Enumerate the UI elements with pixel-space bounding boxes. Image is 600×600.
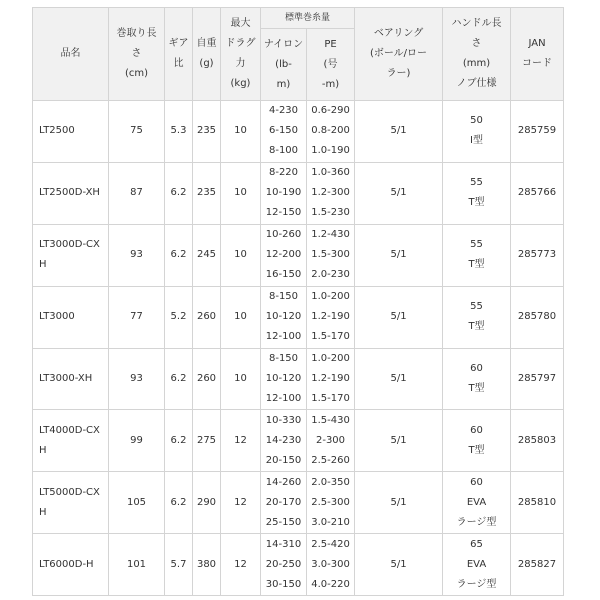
table-row [33,410,564,472]
cell-gear: 6.2 [165,472,193,534]
cell-bearing: 5/1 [355,286,443,348]
cell-weight: 235 [193,162,221,224]
cell-nylon: 8-150 10-120 12-100 [261,348,307,410]
cell-spool: 77 [109,286,165,348]
cell-gear: 5.7 [165,534,193,596]
cell-nylon: 8-220 10-190 12-150 [261,162,307,224]
cell-pe: 2.0-350 2.5-300 3.0-210 [307,472,355,534]
table-row [33,286,564,348]
cell-jan: 285759 [511,101,564,163]
cell-jan: 285810 [511,472,564,534]
table-header [33,8,564,101]
table-row [33,348,564,410]
cell-weight: 260 [193,286,221,348]
cell-drag: 10 [221,162,261,224]
table-row [33,101,564,163]
cell-nylon: 8-150 10-120 12-100 [261,286,307,348]
cell-name: LT3000-XH [33,348,109,410]
cell-spool: 99 [109,410,165,472]
cell-weight: 245 [193,224,221,286]
cell-gear: 6.2 [165,162,193,224]
cell-handle: 60 EVA ラージ型 [443,472,511,534]
cell-pe: 0.6-290 0.8-200 1.0-190 [307,101,355,163]
cell-jan: 285827 [511,534,564,596]
header-handle: ハンドル長 さ (mm) ノブ仕様 [443,8,511,101]
cell-drag: 10 [221,224,261,286]
cell-bearing: 5/1 [355,348,443,410]
cell-drag: 10 [221,286,261,348]
cell-name: LT2500D-XH [33,162,109,224]
cell-gear: 6.2 [165,348,193,410]
table-row [33,534,564,596]
cell-weight: 260 [193,348,221,410]
header-line-capacity: 標準巻糸量 [261,8,355,29]
cell-nylon: 10-260 12-200 16-150 [261,224,307,286]
header-pe: PE (号 -m) [307,29,355,101]
cell-bearing: 5/1 [355,472,443,534]
cell-spool: 105 [109,472,165,534]
cell-jan: 285766 [511,162,564,224]
cell-bearing: 5/1 [355,410,443,472]
cell-jan: 285773 [511,224,564,286]
cell-jan: 285803 [511,410,564,472]
header-nylon: ナイロン (lb- m) [261,29,307,101]
table-body [33,101,564,596]
header-gear-ratio: ギア比 [165,8,193,101]
cell-gear: 5.3 [165,101,193,163]
header-max-drag: 最大 ドラグ 力 (kg) [221,8,261,101]
cell-name: LT3000 [33,286,109,348]
cell-handle: 55 T型 [443,286,511,348]
cell-nylon: 14-260 20-170 25-150 [261,472,307,534]
cell-spool: 93 [109,224,165,286]
cell-bearing: 5/1 [355,224,443,286]
cell-gear: 6.2 [165,410,193,472]
cell-name: LT4000D-CXH [33,410,109,472]
cell-nylon: 4-230 6-150 8-100 [261,101,307,163]
cell-name: LT2500 [33,101,109,163]
cell-jan: 285797 [511,348,564,410]
cell-spool: 87 [109,162,165,224]
cell-drag: 12 [221,472,261,534]
cell-nylon: 10-330 14-230 20-150 [261,410,307,472]
cell-drag: 10 [221,348,261,410]
cell-pe: 1.5-430 2-300 2.5-260 [307,410,355,472]
cell-handle: 55 T型 [443,224,511,286]
cell-pe: 1.0-360 1.2-300 1.5-230 [307,162,355,224]
cell-spool: 101 [109,534,165,596]
header-weight: 自重 (g) [193,8,221,101]
cell-bearing: 5/1 [355,162,443,224]
cell-handle: 60 T型 [443,348,511,410]
cell-jan: 285780 [511,286,564,348]
table-row [33,162,564,224]
cell-weight: 235 [193,101,221,163]
cell-name: LT5000D-CXH [33,472,109,534]
cell-handle: 60 T型 [443,410,511,472]
table-row [33,472,564,534]
cell-drag: 12 [221,534,261,596]
cell-name: LT3000D-CXH [33,224,109,286]
cell-gear: 5.2 [165,286,193,348]
cell-pe: 1.2-430 1.5-300 2.0-230 [307,224,355,286]
header-bearing: ベアリング (ボール/ロー ラー) [355,8,443,101]
cell-gear: 6.2 [165,224,193,286]
cell-pe: 1.0-200 1.2-190 1.5-170 [307,286,355,348]
header-jan: JAN コード [511,8,564,101]
table-row [33,224,564,286]
header-spool-length: 巻取り長 さ (cm) [109,8,165,101]
spec-table [32,7,564,596]
cell-handle: 55 T型 [443,162,511,224]
cell-nylon: 14-310 20-250 30-150 [261,534,307,596]
cell-spool: 75 [109,101,165,163]
cell-bearing: 5/1 [355,534,443,596]
cell-weight: 290 [193,472,221,534]
cell-drag: 10 [221,101,261,163]
cell-bearing: 5/1 [355,101,443,163]
cell-handle: 50 I型 [443,101,511,163]
cell-drag: 12 [221,410,261,472]
cell-name: LT6000D-H [33,534,109,596]
cell-spool: 93 [109,348,165,410]
cell-handle: 65 EVA ラージ型 [443,534,511,596]
cell-weight: 275 [193,410,221,472]
cell-pe: 2.5-420 3.0-300 4.0-220 [307,534,355,596]
header-name: 品名 [33,8,109,101]
cell-pe: 1.0-200 1.2-190 1.5-170 [307,348,355,410]
cell-weight: 380 [193,534,221,596]
